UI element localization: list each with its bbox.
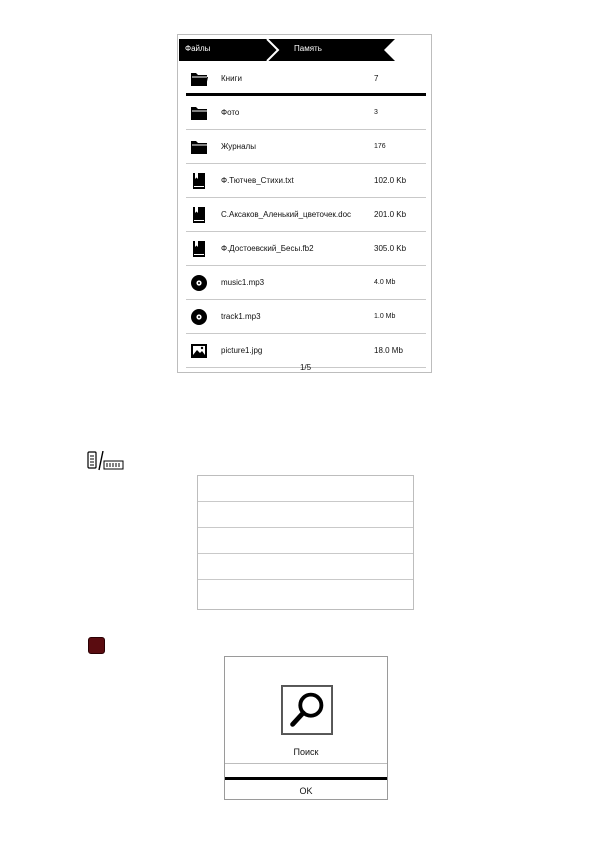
file-size: 18.0 Mb (374, 346, 403, 355)
file-row-photo-folder[interactable] (186, 96, 426, 130)
list-item[interactable] (198, 554, 413, 580)
breadcrumb-memory[interactable]: Память (294, 44, 322, 53)
folder-icon (190, 139, 208, 155)
file-name: music1.mp3 (221, 278, 265, 287)
file-size: 201.0 Kb (374, 210, 407, 219)
file-count: 7 (374, 74, 379, 83)
file-name: picture1.jpg (221, 346, 263, 355)
book-icon (190, 241, 208, 257)
music-disc-icon (190, 275, 208, 291)
file-count: 3 (374, 109, 378, 116)
file-name: Фото (221, 108, 240, 117)
divider (225, 763, 387, 764)
red-key-icon (88, 637, 105, 654)
file-name: Ф.Достоевский_Бесы.fb2 (221, 244, 314, 253)
file-name: С.Аксаков_Аленький_цветочек.doc (221, 210, 352, 219)
list-item[interactable] (198, 580, 413, 606)
book-icon (190, 173, 208, 189)
file-row-books-folder[interactable] (186, 62, 426, 96)
file-row-audio[interactable] (186, 266, 426, 300)
file-manager-panel (177, 34, 432, 373)
file-name: Книги (221, 74, 242, 83)
file-list (186, 62, 426, 368)
picture-icon (190, 343, 208, 359)
file-row-book[interactable] (186, 164, 426, 198)
book-icon (190, 207, 208, 223)
breadcrumb-files[interactable]: Файлы (185, 44, 211, 53)
folder-icon (190, 71, 208, 87)
file-size: 305.0 Kb (374, 244, 407, 253)
ok-button[interactable]: OK (225, 783, 387, 799)
file-name: track1.mp3 (221, 312, 261, 321)
file-size: 1.0 Mb (374, 313, 396, 320)
search-label: Поиск (293, 747, 319, 757)
page-indicator: 1/5 (299, 363, 312, 372)
search-dialog (224, 656, 388, 800)
list-item[interactable] (198, 502, 413, 528)
file-name: Журналы (221, 142, 256, 151)
breadcrumb-bar-shape (179, 39, 395, 61)
file-row-audio[interactable] (186, 300, 426, 334)
magnifier-icon[interactable] (281, 685, 333, 735)
music-disc-icon (190, 309, 208, 325)
file-row-magazines-folder[interactable] (186, 130, 426, 164)
list-item[interactable] (198, 528, 413, 554)
file-name: Ф.Тютчев_Стихи.txt (221, 176, 294, 185)
folder-icon (190, 105, 208, 121)
file-row-book[interactable] (186, 232, 426, 266)
file-row-book[interactable] (186, 198, 426, 232)
breadcrumb (179, 39, 395, 61)
file-count: 176 (374, 143, 386, 150)
list-item[interactable] (198, 476, 413, 502)
file-size: 4.0 Mb (374, 279, 396, 286)
file-size: 102.0 Kb (374, 176, 407, 185)
empty-list-panel (197, 475, 414, 610)
book-keyboard-toggle-icon (87, 451, 127, 471)
divider-selected (225, 777, 387, 780)
